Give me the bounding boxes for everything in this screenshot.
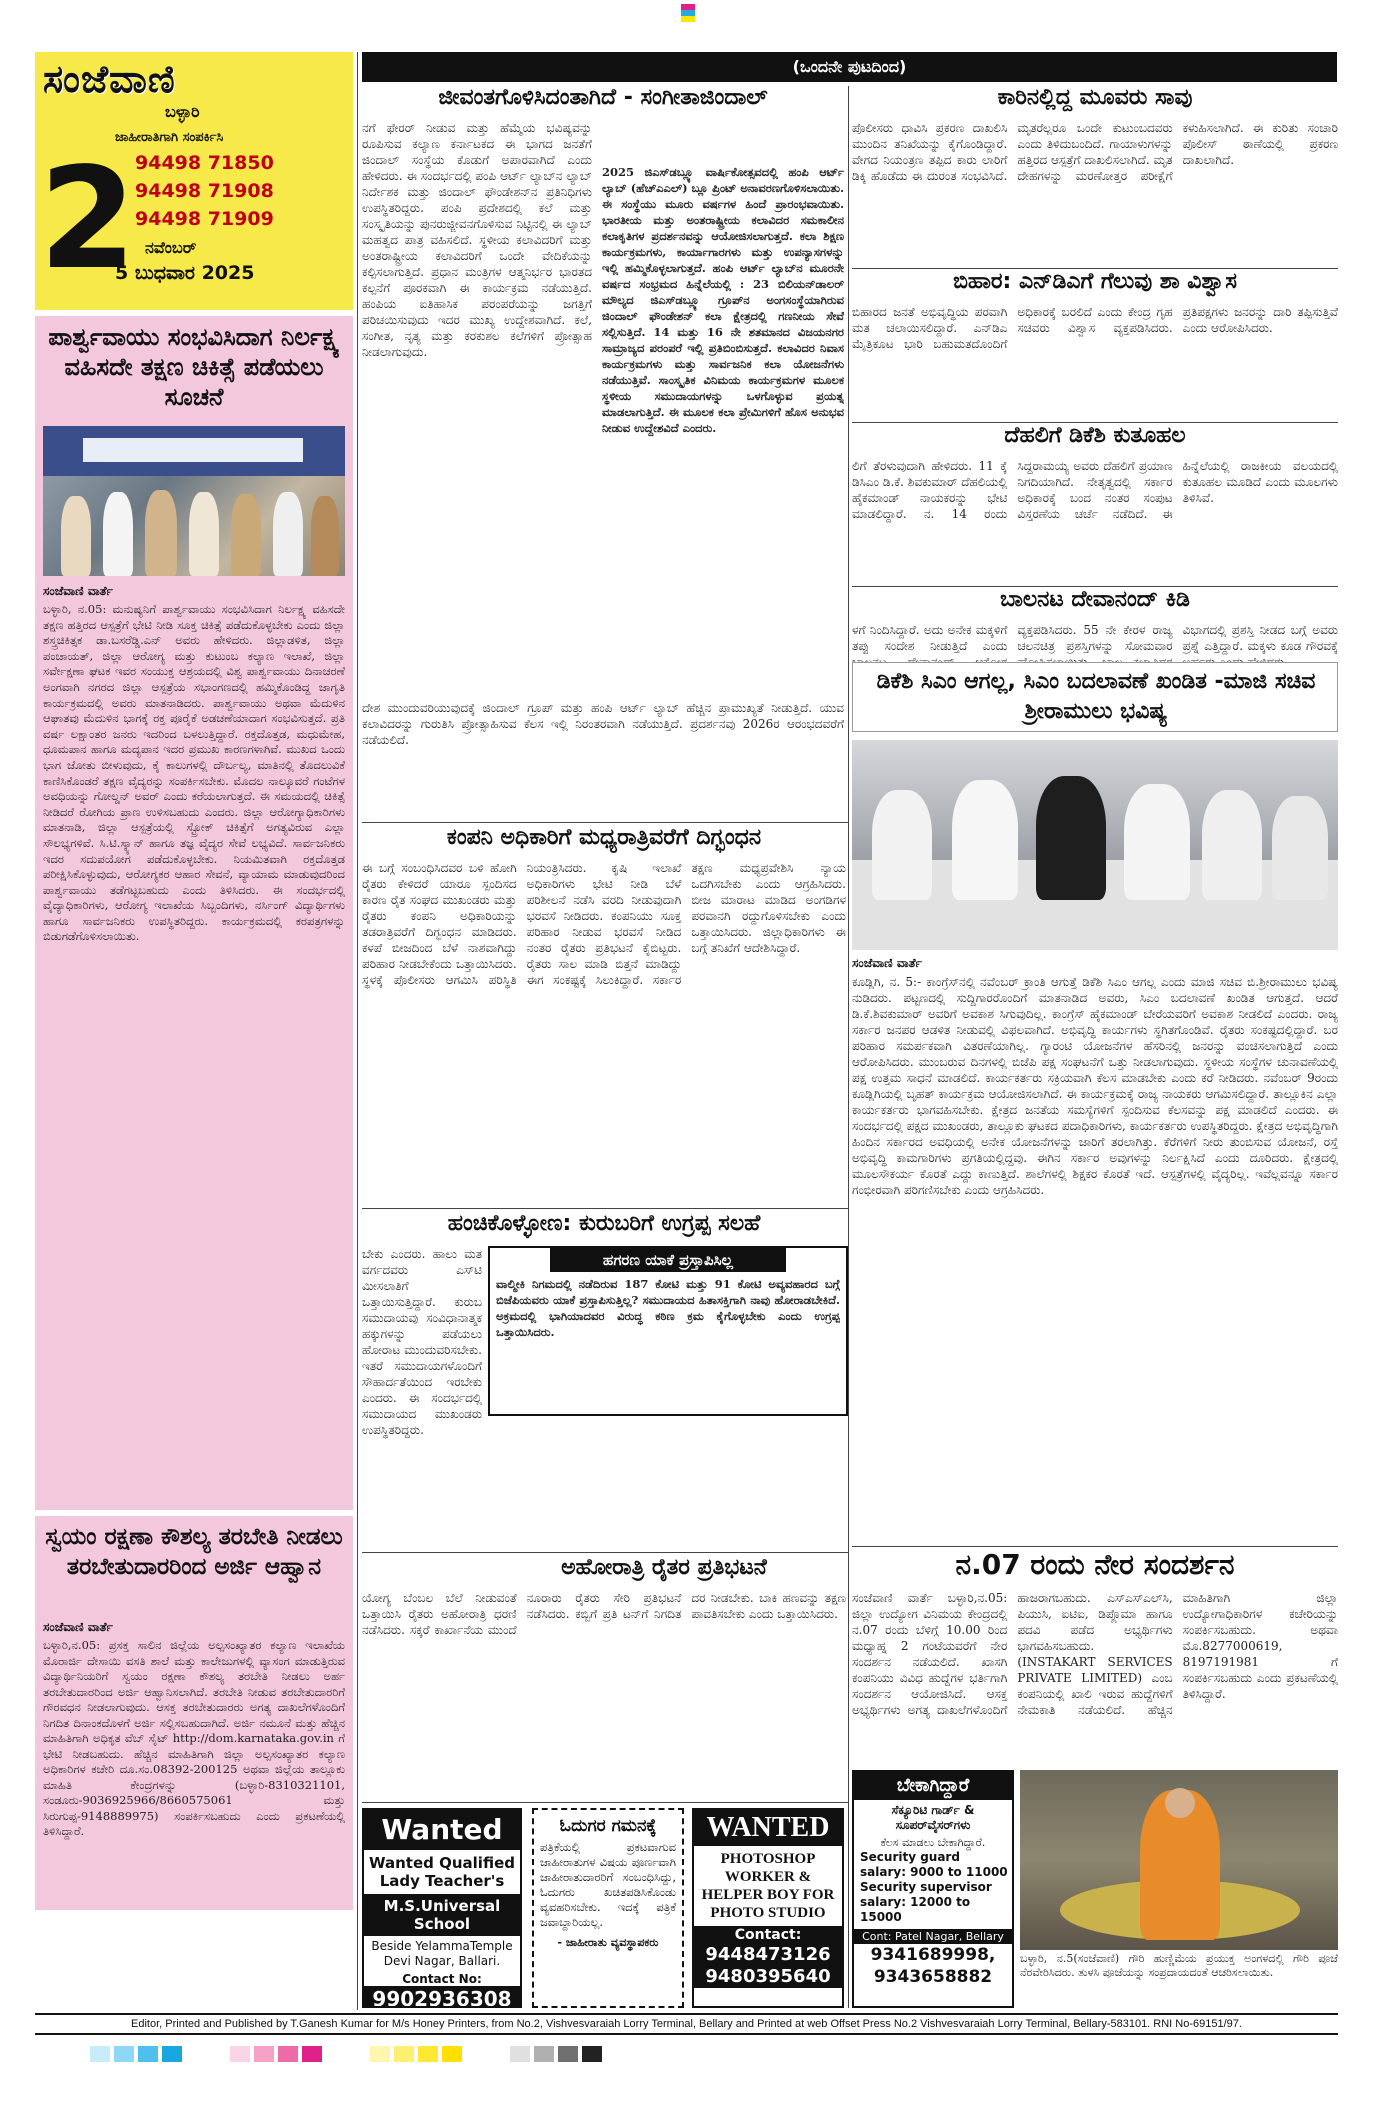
row-divider: [362, 1802, 848, 1803]
sangita-body-b: 2025 ಜಿಎಸ್‌ಡಬ್ಲ್ಯೂ ವಾರ್ಷಿಕೋತ್ಸವದಲ್ಲಿ ಹಂಪಿ ಆರ್ಟ್ ಲ್ಯಾಬ್ (ಹೆಚ್‌ಎಎಲ್) ಬ್ಲೂ ಪ್ರಿಂಟ್ ಅನಾವರಣಗೊಳಿಸಲಾಯಿತು. ಈ ಸಂಸ್ಥೆಯು ಮೂರು ವರ್ಷಗಳ ಹಿಂದೆ ಪ್ರಾರಂಭವಾಯಿತು. ಭಾರತೀಯ ಮತ್ತು ಅಂತರಾಷ್ಟ್ರೀಯ ಕಲಾವಿದರ ಸಮಕಾಲೀನ ಕಲಾಕೃತಿಗಳ ಪ್ರದರ್ಶನವನ್ನು ಆಯೋಜಿಸಲಾಗುತ್ತದೆ. ಕಲಾ ಶಿಕ್ಷಣ ಕಾರ್ಯಕ್ರಮಗಳು, ಕಾರ್ಯಾಗಾರಗಳು ಮತ್ತು ಉಪನ್ಯಾಸಗಳನ್ನು ಇಲ್ಲಿ ಹಮ್ಮಿಕೊಳ್ಳಲಾಗುತ್ತದೆ. ಹಂಪಿ ಆರ್ಟ್ ಲ್ಯಾಬ್‌ನ ಮೂರನೇ ವರ್ಷದ ಸಂಭ್ರಮದ ಹಿನ್ನೆಲೆಯಲ್ಲಿ : 23 ಬಿಲಿಯನ್‌ಡಾಲರ್ ಮೌಲ್ಯದ ಜಿಎಸ್‌ಡಬ್ಲ್ಯೂ ಗ್ರೂಪ್‌ನ ಅಂಗಸಂಸ್ಥೆಯಾಗಿರುವ ಜಿಂದಾಲ್ ಫೌಂಡೇಶನ್ ಕಲಾ ಕ್ಷೇತ್ರದಲ್ಲಿ ಗಣನೀಯ ಸೇವೆ ಸಲ್ಲಿಸುತ್ತಿದೆ. 14 ಮತ್ತು 16 ನೇ ಶತಮಾನದ ವಿಜಯನಗರ ಸಾಮ್ರಾಜ್ಯದ ಪರಂಪರೆ ಇಲ್ಲಿ ಪ್ರತಿಬಿಂಬಿಸುತ್ತದೆ. ಕಲಾವಿದರ ನಿವಾಸ ಕಾರ್ಯಕ್ರಮಗಳು ಮತ್ತು ಸಾರ್ವಜನಿಕ ಕಲಾ ಯೋಜನೆಗಳು ನಡೆಯುತ್ತಿವೆ. ಸಾಂಸ್ಕೃತಿಕ ವಿನಿಮಯ ಕಾರ್ಯಕ್ರಮಗಳ ಮೂಲಕ ಸ್ಥಳೀಯ ಸಮುದಾಯಗಳನ್ನು ಒಳಗೊಳ್ಳುವ ಪ್ರಯತ್ನ ಮಾಡಲಾಗುತ್ತಿದೆ. ಈ ಮೂಲಕ ಕಲಾ ಪ್ರೇಮಿಗಳಿಗೆ ಹೊಸ ಅನುಭವ ನೀಡುವ ಉದ್ದೇಶವಿದೆ ಎಂದರು.: [602, 165, 844, 435]
sangita-article: [362, 86, 844, 696]
security-ad-line-3: Security supervisor: [860, 1880, 992, 1894]
row-divider: [852, 422, 1338, 423]
imprint-text: Editor, Printed and Published by T.Ganesh Kumar for M/s Honey Printers, from No.2, Vishvesvaraiah Lorry Terminal, Bellary and Printed at web Offset Press No.2 Vishvesvaraiah Lorry Terminal, Bellary-583101. RNI No-69151/97.: [131, 2018, 1242, 2030]
photoshop-wanted-ad: [692, 1808, 844, 2008]
security-ad-line-4: salary: 12000 to 15000: [860, 1895, 971, 1924]
security-ad-title: ಬೇಕಾಗಿದ್ದಾರೆ: [854, 1772, 1012, 1800]
phone-2: 94498 71908: [135, 180, 274, 202]
sangita-headline: ಜೀವಂತಗೊಳಿಸಿದಂತಾಗಿದೆ - ಸಂಗೀತಾಜಿಂದಾಲ್: [438, 85, 768, 110]
scam-box-body: ವಾಲ್ಮೀಕಿ ನಿಗಮದಲ್ಲಿ ನಡೆದಿರುವ 187 ಕೋಟಿ ಮತ್ತು 91 ಕೋಟಿ ಅವ್ಯವಹಾರದ ಬಗ್ಗೆ ಬಿಜೆಪಿಯವರು ಯಾಕೆ ಪ್ರಸ್ತಾಪಿಸುತ್ತಿಲ್ಲ? ಸಮುದಾಯದ ಹಿತಾಸಕ್ತಿಗಾಗಿ ನಾವು ಹೋರಾಡಬೇಕಿದೆ. ಅಕ್ರಮದಲ್ಲಿ ಭಾಗಿಯಾದವರ ವಿರುದ್ಧ ಕಠಿಣ ಕ್ರಮ ಕೈಗೊಳ್ಳಬೇಕು ಎಂದು ಉಗ್ರಪ್ಪ ಒತ್ತಾಯಿಸಿದರು.: [496, 1277, 840, 1339]
row-divider: [852, 586, 1338, 587]
readers-notice-title: ಓದುಗರ ಗಮನಕ್ಕೆ: [559, 1816, 657, 1836]
kuruba-headline: ಹಂಚಿಕೊಳ್ಳೋಣ: ಕುರುಬರಿಗೆ ಉಗ್ರಪ್ಪ ಸಲಹೆ: [447, 1211, 761, 1236]
dk-press-photo: [852, 740, 1338, 950]
stroke-event-photo: [43, 426, 345, 576]
security-ad-sub: ಸೆಕ್ಯೂರಿಟಿ ಗಾರ್ಡ್ & ಸೂಪರ್‌ವೈಸರ್‌ಗಳು: [891, 1803, 975, 1832]
bihar-body: ಬಿಹಾರದ ಜನತೆ ಅಭಿವೃದ್ಧಿಯ ಪರವಾಗಿ ಮತ ಚಲಾಯಿಸಲಿದ್ದಾರೆ. ಎನ್‌ಡಿಎ ಮೈತ್ರಿಕೂಟ ಭಾರಿ ಬಹುಮತದೊಂದಿಗೆ ಅಧಿಕಾರಕ್ಕೆ ಬರಲಿದೆ ಎಂದು ಕೇಂದ್ರ ಗೃಹ ಸಚಿವರು ವಿಶ್ವಾಸ ವ್ಯಕ್ತಪಡಿಸಿದರು. ಪ್ರತಿಪಕ್ಷಗಳು ಜನರನ್ನು ದಾರಿ ತಪ್ಪಿಸುತ್ತಿವೆ ಎಂದು ಆರೋಪಿಸಿದರು.: [852, 305, 1338, 351]
car-accident-headline: ಕಾರಿನಲ್ಲಿದ್ದ ಮೂವರು ಸಾವು: [997, 85, 1193, 110]
date-line: 5 ಬುಧವಾರ 2025: [115, 262, 255, 284]
sangita-body-c: ದೇಶ ಮುಂದುವರಿಯುವುದಕ್ಕೆ ಜಿಂದಾಲ್ ಗ್ರೂಪ್ ಮತ್ತು ಹಂಪಿ ಆರ್ಟ್ ಲ್ಯಾಬ್ ಹೆಚ್ಚಿನ ಪ್ರಾಮುಖ್ಯತೆ ನೀಡುತ್ತಿದೆ. ಯುವ ಕಲಾವಿದರನ್ನು ಗುರುತಿಸಿ ಪ್ರೋತ್ಸಾಹಿಸುವ ಕೆಲಸ ಇಲ್ಲಿ ನಿರಂತರವಾಗಿ ನಡೆಯುತ್ತಿದೆ. ಪ್ರದರ್ಶನವು 2026ರ ಆರಂಭದವರೆಗೆ ನಡೆಯಲಿದೆ.: [362, 701, 844, 747]
car-accident-body: ಪೊಲೀಸರು ಧಾವಿಸಿ ಪ್ರಕರಣ ದಾಖಲಿಸಿ ಮುಂದಿನ ತನಿಖೆಯನ್ನು ಕೈಗೊಂಡಿದ್ದಾರೆ. ವೇಗದ ನಿಯಂತ್ರಣ ತಪ್ಪಿದ ಕಾರು ಲಾರಿಗೆ ಡಿಕ್ಕಿ ಹೊಡೆದು ಈ ದುರಂತ ಸಂಭವಿಸಿದೆ. ಮೃತರೆಲ್ಲರೂ ಒಂದೇ ಕುಟುಂಬದವರು ಎಂದು ತಿಳಿದುಬಂದಿದೆ. ಗಾಯಾಳುಗಳನ್ನು ಹತ್ತಿರದ ಆಸ್ಪತ್ರೆಗೆ ದಾಖಲಿಸಲಾಗಿದೆ. ಮೃತ ದೇಹಗಳನ್ನು ಮರಣೋತ್ತರ ಪರೀಕ್ಷೆಗೆ ಕಳುಹಿಸಲಾಗಿದೆ. ಈ ಕುರಿತು ಸಂಚಾರಿ ಪೊಲೀಸ್ ಠಾಣೆಯಲ್ಲಿ ಪ್ರಕರಣ ದಾಖಲಾಗಿದೆ.: [852, 121, 1338, 183]
farmers-body: ಯೋಗ್ಯ ಬೆಂಬಲ ಬೆಲೆ ನೀಡುವಂತೆ ಒತ್ತಾಯಿಸಿ ರೈತರು ಅಹೋರಾತ್ರಿ ಧರಣಿ ನಡೆಸಿದರು. ಸಕ್ಕರೆ ಕಾರ್ಖಾನೆಯ ಮುಂದೆ ನೂರಾರು ರೈತರು ಸೇರಿ ಪ್ರತಿಭಟನೆ ನಡೆಸಿದರು. ಕಬ್ಬಿಗೆ ಪ್ರತಿ ಟನ್‌ಗೆ ನಿಗದಿತ ದರ ನೀಡಬೇಕು. ಬಾಕಿ ಹಣವನ್ನು ತಕ್ಷಣ ಪಾವತಿಸಬೇಕು ಎಂದು ಒತ್ತಾಯಿಸಿದರು.: [362, 1591, 846, 1637]
dk-headline: ಡಿಕೆಶಿ ಸಿಎಂ ಆಗಲ್ಲ, ಸಿಎಂ ಬದಲಾವಣೆ ಖಂಡಿತ -ಮಾಜಿ ಸಚಿವ ಶ್ರೀರಾಮುಲು ಭವಿಷ್ಯ: [876, 669, 1316, 724]
kuruba-body: ಬೇಕು ಎಂದರು. ಹಾಲು ಮತ ವರ್ಗದವರು ಎಸ್‌ಟಿ ಮೀಸಲಾತಿಗೆ ಒತ್ತಾಯಿಸುತ್ತಿದ್ದಾರೆ. ಕುರುಬ ಸಮುದಾಯವು ಸಂವಿಧಾನಾತ್ಮಕ ಹಕ್ಕುಗಳನ್ನು ಪಡೆಯಲು ಹೋರಾಟ ಮುಂದುವರಿಸಬೇಕು. ಇತರೆ ಸಮುದಾಯಗಳೊಂದಿಗೆ ಸೌಹಾರ್ದತೆಯಿಂದ ಇರಬೇಕು ಎಂದರು. ಈ ಸಂದರ್ಭದಲ್ಲಿ ಸಮುದಾಯದ ಮುಖಂಡರು ಉಪಸ್ಥಿತರಿದ್ದರು.: [362, 1247, 482, 1437]
contact-heading: ಜಾಹೀರಾತಿಗಾಗಿ ಸಂಪರ್ಕಿಸಿ: [115, 130, 224, 145]
stroke-headline: ಪಾರ್ಶ್ವವಾಯು ಸಂಭವಿಸಿದಾಗ ನಿರ್ಲಕ್ಷ್ಯ ವಹಿಸದೇ ತಕ್ಷಣ ಚಿಕಿತ್ಸೆ ಪಡೆಯಲು ಸೂಚನೆ: [48, 323, 340, 411]
child-actor-body: ಳಗೆ ನಿಂದಿಸಿದ್ದಾರೆ. ಅದು ಅನೇಕ ಮಕ್ಕಳಿಗೆ ತಪ್ಪು ಸಂದೇಶ ನೀಡುತ್ತಿದೆ ಎಂದು ವ್ಯಕ್ತಪಡಿಸಿದರು. 55 ನೇ ಕೇರಳ ರಾಜ್ಯ ಚಲನಚಿತ್ರ ಪ್ರಶಸ್ತಿಗಳನ್ನು ಸೋಮವಾರ ವಿಭಾಗದಲ್ಲಿ ಪ್ರಶಸ್ತಿ ನೀಡದ ಬಗ್ಗೆ ಅವರು ಪ್ರಶ್ನೆ ಎತ್ತಿದ್ದಾರೆ. ಮಕ್ಕಳು ಕೂಡ ಗೌರವಕ್ಕೆ: [852, 623, 1338, 653]
dk-headline-box: [852, 662, 1338, 732]
security-ad-note: ಕೆಲಸ ಮಾಡಲು ಬೇಕಾಗಿದ್ದಾರೆ.: [880, 1836, 986, 1849]
security-ad-phone-2: 9343658882: [873, 1967, 993, 1987]
date-month: ನವೆಂಬರ್: [145, 238, 197, 257]
continued-banner: [362, 52, 1337, 82]
masthead: [35, 52, 353, 310]
security-ad-address: Cont: Patel Nagar, Bellary: [854, 1929, 1012, 1944]
teacher-ad-sub: Wanted Qualified Lady Teacher's: [369, 1854, 515, 1890]
bihar-article: [852, 270, 1338, 420]
security-ad-phone-1: 9341689998,: [870, 1945, 996, 1965]
sangita-body-a: ನಗೆ ಫೇರರ್ ನೀಡುವ ಮತ್ತು ಹೆಮ್ಮೆಯ ಭವಿಷ್ಯವನ್ನು ರೂಪಿಸುವ ಕಲ್ಯಾಣ ಕರ್ನಾಟಕದ ಈ ಭಾಗದ ಜನತೆಗೆ ಜಿಂದಾಲ್ ಸಂಸ್ಥೆಯ ಕೊಡುಗೆ ಅಪಾರವಾಗಿದೆ ಎಂದು ಹೇಳಿದರು. ಈ ಸಂದರ್ಭದಲ್ಲಿ ಪಂಪಿ ಆರ್ಟ್ ಲ್ಯಾಬ್‌ನ ಲ್ಯಾಬ್ ನಿರ್ದೇಶಕ ಮತ್ತು ಜಿಂದಾಲ್ ಫೌಂಡೇಶನ್‌ನ ಪ್ರತಿನಿಧಿಗಳು ಉಪಸ್ಥಿತರಿದ್ದರು. ಪಂಪಿ ಪ್ರದೇಶದಲ್ಲಿ ಕಲೆ ಮತ್ತು ಸಂಸ್ಕೃತಿಯನ್ನು ಪುನರುಜ್ಜೀವನಗೊಳಿಸುವ ನಿಟ್ಟಿನಲ್ಲಿ ಈ ಲ್ಯಾಬ್ ಮಹತ್ವದ ಪಾತ್ರ ವಹಿಸಲಿದೆ. ಸ್ಥಳೀಯ ಕಲಾವಿದರಿಗೆ ಮತ್ತು ಅಂತರಾಷ್ಟ್ರೀಯ ಕಲಾವಿದರಿಗೆ ಒಂದೇ ವೇದಿಕೆಯನ್ನು ಕಲ್ಪಿಸಲಾಗುತ್ತಿದೆ. ಪ್ರಧಾನ ಮಂತ್ರಿಗಳ ಆತ್ಮನಿರ್ಭರ ಭಾರತದ ಕಲ್ಪನೆಗೆ ಪೂರಕವಾಗಿ ಈ ಕಾರ್ಯಕ್ರಮ ನಡೆಯುತ್ತಿದೆ. ಹಂಪಿಯ ಐತಿಹಾಸಿಕ ಪರಂಪರೆಯನ್ನು ಜಗತ್ತಿಗೆ ಪರಿಚಯಿಸುವುದು ಇದರ ಮುಖ್ಯ ಉದ್ದೇಶವಾಗಿದೆ. ಕಲೆ, ಸಂಗೀತ, ನೃತ್ಯ ಮತ್ತು ಕರಕುಶಲ ಕಲೆಗಳಿಗೆ ಪ್ರೋತ್ಸಾಹ ನೀಡಲಾಗುವುದು.: [362, 121, 592, 359]
scam-box-title: ಹಗರಣ ಯಾಕೆ ಪ್ರಸ್ತಾಪಿಸಿಲ್ಲ: [550, 1248, 786, 1272]
imprint-footer: [35, 2013, 1338, 2035]
security-ad-line-2: salary: 9000 to 11000: [860, 1865, 1008, 1879]
row-divider: [362, 822, 848, 823]
row-divider: [852, 268, 1338, 269]
interview-headline: ನ.07 ರಂದು ನೇರ ಸಂದರ್ಶನ: [955, 1548, 1235, 1581]
puja-photo: [1020, 1770, 1338, 1950]
interview-body: ಸಂಜೆವಾಣಿ ವಾರ್ತೆ ಬಳ್ಳಾರಿ,ನ.05: ಜಿಲ್ಲಾ ಉದ್ಯೋಗ ವಿನಿಮಯ ಕೇಂದ್ರದಲ್ಲಿ ನ.07 ರಂದು ಬೆಳಿಗ್ಗೆ 10.00 ರಿಂದ ಮಧ್ಯಾಹ್ನ 2 ಗಂಟೆಯವರೆಗೆ ನೇರ ಸಂದರ್ಶನ ನಡೆಯಲಿದೆ. ಖಾಸಗಿ ಕಂಪನಿಯು ವಿವಿಧ ಹುದ್ದೆಗಳ ಭರ್ತಿಗಾಗಿ ಸಂದರ್ಶನ ಆಯೋಜಿಸಿದೆ. ಆಸಕ್ತ ಅಭ್ಯರ್ಥಿಗಳು ಅಗತ್ಯ ದಾಖಲೆಗಳೊಂದಿಗೆ ಹಾಜರಾಗಬಹುದು. ಎಸ್‌ಎಸ್‌ಎಲ್‌ಸಿ, ಪಿಯುಸಿ, ಐಟಿಐ, ಡಿಪ್ಲೊಮಾ ಹಾಗೂ ಪದವಿ ಪಡೆದ ಅಭ್ಯರ್ಥಿಗಳು ಭಾಗವಹಿಸಬಹುದು. (INSTAKART SERVICES PRIVATE LIMITED) ಎಂಬ ಕಂಪನಿಯಲ್ಲಿ ಖಾಲಿ ಇರುವ ಹುದ್ದೆಗಳಿಗೆ ನೇಮಕಾತಿ ನಡೆಯಲಿದೆ. ಹೆಚ್ಚಿನ ಮಾಹಿತಿಗಾಗಿ ಜಿಲ್ಲಾ ಉದ್ಯೋಗಾಧಿಕಾರಿಗಳ ಕಚೇರಿಯನ್ನು ಸಂಪರ್ಕಿಸಬಹುದು. ಅಥವಾ ಮೊ.8277000619, 8197191981 ಗೆ ಸಂಪರ್ಕಿಸಬಹುದು ಎಂದು ಪ್ರಕಟಣೆಯಲ್ಲಿ ತಿಳಿಸಿದ್ದಾರೆ.: [852, 1591, 1338, 1717]
teacher-ad-phone: 9902936308: [364, 1986, 520, 2008]
security-wanted-ad: [852, 1770, 1014, 2008]
interview-article: [852, 1550, 1338, 1766]
farmers-article: [362, 1556, 846, 1726]
puja-caption-wrap: [1020, 1952, 1338, 2002]
stroke-article: [35, 316, 353, 1510]
dk-body: ಕೂಡ್ಲಿಗಿ, ನ. 5:- ಕಾಂಗ್ರೆಸ್‌ನಲ್ಲಿ ನವೆಂಬರ್ ಕ್ರಾಂತಿ ಆಗುತ್ತೆ ಡಿಕೆಶಿ ಸಿಎಂ ಆಗಲ್ಲ ಎಂದು ಮಾಜಿ ಸಚಿವ ಬಿ.ಶ್ರೀರಾಮುಲು ಭವಿಷ್ಯ ನುಡಿದರು. ಪಟ್ಟಣದಲ್ಲಿ ಸುದ್ದಿಗಾರರೊಂದಿಗೆ ಮಾತನಾಡಿದ ಅವರು, ಸಿಎಂ ಬದಲಾವಣೆ ಖಂಡಿತ ಆಗುತ್ತದೆ. ಆದರೆ ಡಿ.ಕೆ.ಶಿವಕುಮಾರ್ ಅವರಿಗೆ ಅವಕಾಶ ಸಿಗುವುದಿಲ್ಲ. ಕಾಂಗ್ರೆಸ್ ಹೈಕಮಾಂಡ್ ಬೇರೆಯವರಿಗೆ ಅವಕಾಶ ನೀಡಲಿದೆ ಎಂದರು. ರಾಜ್ಯ ಸರ್ಕಾರ ಜನಪರ ಆಡಳಿತ ನೀಡುವಲ್ಲಿ ವಿಫಲವಾಗಿದೆ. ಅಭಿವೃದ್ಧಿ ಕಾರ್ಯಗಳು ಸ್ಥಗಿತಗೊಂಡಿವೆ. ರೈತರು ಸಂಕಷ್ಟದಲ್ಲಿದ್ದಾರೆ. ಬರ ಪರಿಹಾರ ಸಮರ್ಪಕವಾಗಿ ವಿತರಣೆಯಾಗಿಲ್ಲ. ಗ್ಯಾರಂಟಿ ಯೋಜನೆಗಳ ಹೆಸರಿನಲ್ಲಿ ಜನರನ್ನು ವಂಚಿಸಲಾಗುತ್ತಿದೆ ಎಂದು ಆರೋಪಿಸಿದರು. ಮುಂಬರುವ ದಿನಗಳಲ್ಲಿ ಬಿಜೆಪಿ ಪಕ್ಷ ಸಂಘಟನೆಗೆ ಒತ್ತು ನೀಡಲಾಗುವುದು. ಸ್ಥಳೀಯ ಸಂಸ್ಥೆಗಳ ಚುನಾವಣೆಯಲ್ಲಿ ಪಕ್ಷ ಉತ್ತಮ ಸಾಧನೆ ಮಾಡಲಿದೆ. ಕಾರ್ಯಕರ್ತರು ಸಕ್ರಿಯವಾಗಿ ಕೆಲಸ ಮಾಡಬೇಕು ಎಂದು ಕರೆ ನೀಡಿದರು. ನವೆಂಬರ್ 9ರಂದು ಕೂಡ್ಲಿಗಿಯಲ್ಲಿ ಬೃಹತ್ ಕಾರ್ಯಕ್ರಮ ಆಯೋಜಿಸಲಾಗಿದೆ. ಈ ಕಾರ್ಯಕ್ರಮಕ್ಕೆ ರಾಜ್ಯ ನಾಯಕರು ಆಗಮಿಸಲಿದ್ದಾರೆ. ತಾಲ್ಲೂಕಿನ ಎಲ್ಲಾ ಕಾರ್ಯಕರ್ತರು ಭಾಗವಹಿಸಬೇಕು. ಕ್ಷೇತ್ರದ ಜನತೆಯ ಸಮಸ್ಯೆಗಳಿಗೆ ಸ್ಪಂದಿಸುವ ಕೆಲಸವನ್ನು ಪಕ್ಷ ಮಾಡಲಿದೆ ಎಂದರು. ಈ ಸಂದರ್ಭದಲ್ಲಿ ಪಕ್ಷದ ಮುಖಂಡರು, ತಾಲ್ಲೂಕು ಘಟಕದ ಪದಾಧಿಕಾರಿಗಳು, ಕಾರ್ಯಕರ್ತರು ಉಪಸ್ಥಿತರಿದ್ದರು. ಕ್ಷೇತ್ರದ ಅಭಿವೃದ್ಧಿಗಾಗಿ ಹಿಂದಿನ ಸರ್ಕಾರದ ಅವಧಿಯಲ್ಲಿ ಅನೇಕ ಯೋಜನೆಗಳನ್ನು ಜಾರಿಗೆ ತರಲಾಗಿತ್ತು. ಕೆರೆಗಳಿಗೆ ನೀರು ತುಂಬಿಸುವ ಯೋಜನೆ, ರಸ್ತೆ ಅಭಿವೃದ್ಧಿ ಕಾಮಗಾರಿಗಳು ಪ್ರಗತಿಯಲ್ಲಿದ್ದವು. ಈಗಿನ ಸರ್ಕಾರ ಅವುಗಳನ್ನು ನಿರ್ಲಕ್ಷಿಸಿದೆ ಎಂದು ದೂರಿದರು. ಕ್ಷೇತ್ರದಲ್ಲಿ ಮೂಲಸೌಕರ್ಯ ಕೊರತೆ ಎದ್ದು ಕಾಣುತ್ತಿದೆ. ಶಾಲೆಗಳಲ್ಲಿ ಶಿಕ್ಷಕರ ಕೊರತೆ ಇದೆ. ಆಸ್ಪತ್ರೆಗಳಲ್ಲಿ ವೈದ್ಯರಿಲ್ಲ. ಇವೆಲ್ಲವನ್ನೂ ಸರ್ಕಾರ ಗಂಭೀರವಾಗಿ ಪರಿಗಣಿಸಬೇಕು ಎಂದು ಆಗ್ರಹಿಸಿದರು.: [852, 975, 1338, 1197]
scam-box: [488, 1246, 848, 1416]
page-number: 2: [39, 138, 137, 301]
teacher-ad-contact: Contact No:: [402, 1972, 482, 1986]
company-article: [362, 826, 846, 1206]
selfdefense-headline: ಸ್ವಯಂ ರಕ್ಷಣಾ ಕೌಶಲ್ಯ ತರಬೇತಿ ನೀಡಲು ತರಬೇತುದಾರರಿಂದ ಅರ್ಜಿ ಆಹ್ವಾನ: [45, 1524, 343, 1580]
delhi-body: ಲಿಗೆ ತೆರಳುವುದಾಗಿ ಹೇಳಿದರು. 11 ಕ್ಕೆ ಡಿಸಿಎಂ ಡಿ.ಕೆ. ಶಿವಕುಮಾರ್ ದೆಹಲಿಯಲ್ಲಿ ಹೈಕಮಾಂಡ್ ನಾಯಕರನ್ನು ಭೇಟಿ ಮಾಡಲಿದ್ದಾರೆ. ನ. 14 ರಂದು ಸಿದ್ದರಾಮಯ್ಯ ಅವರು ದೆಹಲಿಗೆ ಪ್ರಯಾಣ ನಿಗದಿಯಾಗಿದೆ. ನೇತೃತ್ವದಲ್ಲಿ ಸರ್ಕಾರ ಅಧಿಕಾರಕ್ಕೆ ಬಂದ ನಂತರ ಸಂಪುಟ ವಿಸ್ತರಣೆಯ ಚರ್ಚೆ ನಡೆದಿದೆ. ಈ ಹಿನ್ನೆಲೆಯಲ್ಲಿ ರಾಜಕೀಯ ವಲಯದಲ್ಲಿ ಕುತೂಹಲ ಮೂಡಿದೆ ಎಂದು ಮೂಲಗಳು ತಿಳಿಸಿವೆ.: [852, 459, 1338, 521]
photoshop-ad-phone-1: 9448473126: [694, 1944, 842, 1966]
color-registration-mark: [681, 4, 695, 22]
teacher-ad-title: Wanted: [364, 1810, 520, 1850]
teacher-ad-address: Beside YelammaTemple Devi Nagar, Ballari.: [371, 1939, 513, 1968]
teacher-wanted-ad: [362, 1808, 522, 2008]
dk-article: [852, 662, 1338, 1544]
delhi-article: [852, 424, 1338, 584]
row-divider: [852, 1546, 1338, 1547]
stroke-dateline: ಸಂಜೆವಾಣಿ ವಾರ್ತೆ: [43, 584, 113, 598]
puja-caption: ಬಳ್ಳಾರಿ, ನ.5(ಸಂಜೆವಾಣಿ) ಗೌರಿ ಹುಣ್ಣಿಮೆಯ ಪ್ರಯುಕ್ತ ಅಂಗಳದಲ್ಲಿ ಗೌರಿ ಪೂಜೆ ನೆರವೇರಿಸಿದರು. ತುಳಸಿ ಪೂಜೆಯನ್ನು ಸಂಪ್ರದಾಯದಂತೆ ಆಚರಿಸಲಾಯಿತು.: [1020, 1952, 1338, 1979]
masthead-city: ಬಳ್ಳಾರಿ: [165, 102, 200, 121]
sangita-body-c-wrap: [362, 700, 844, 820]
row-divider: [362, 1208, 848, 1209]
row-divider: [362, 1552, 848, 1553]
readers-notice-body: ಪತ್ರಿಕೆಯಲ್ಲಿ ಪ್ರಕಟವಾಗುವ ಜಾಹೀರಾತುಗಳ ವಿಷಯ ಪೂರ್ಣವಾಗಿ ಜಾಹೀರಾತುದಾರರಿಗೆ ಸಂಬಂಧಿಸಿದ್ದು, ಓದುಗರು ಖಚಿತಪಡಿಸಿಕೊಂಡು ವ್ಯವಹರಿಸಬೇಕು. ಇದಕ್ಕೆ ಪತ್ರಿಕೆ ಜವಾಬ್ದಾರಿಯಲ್ಲ.: [540, 1840, 676, 1929]
photoshop-ad-contact: Contact:: [694, 1926, 842, 1944]
company-headline: ಕಂಪನಿ ಅಧಿಕಾರಿಗೆ ಮಧ್ಯರಾತ್ರಿವರೆಗೆ ದಿಗ್ಭಂಧನ: [446, 825, 762, 850]
photoshop-ad-title: WANTED: [694, 1810, 842, 1846]
readers-notice-sign: - ಜಾಹೀರಾತು ವ್ಯವಸ್ಥಾಪಕರು: [557, 1936, 659, 1949]
delhi-headline: ದೆಹಲಿಗೆ ಡಿಕೆಶಿ ಕುತೂಹಲ: [1004, 423, 1186, 448]
continued-banner-text: (ಒಂದನೇ ಪುಟದಿಂದ): [792, 57, 907, 76]
farmers-headline: ಅಹೋರಾತ್ರಿ ರೈತರ ಪ್ರತಿಭಟನೆ: [561, 1555, 767, 1580]
child-actor-headline: ಬಾಲನಟ ದೇವಾನಂದ್ ಕಿಡಿ: [1000, 587, 1190, 612]
masthead-logo: ಸಂಜೆವಾಣಿ: [43, 56, 176, 101]
company-body: ಈ ಬಗ್ಗೆ ಸಂಬಂಧಿಸಿದವರ ಬಳಿ ಹೋಗಿ ರೈತರು ಕೇಳಿದರೆ ಯಾರೂ ಸ್ಪಂದಿಸದ ಕಾರಣ ರೈತ ಸಂಘದ ಮುಖಂಡರು ಮತ್ತು ರೈತರು ಕಂಪನಿ ಅಧಿಕಾರಿಯನ್ನು ತಡರಾತ್ರಿವರೆಗೆ ದಿಗ್ಭಂಧನ ಮಾಡಿದರು. ಕಳಪೆ ಬೀಜದಿಂದ ಬೆಳೆ ನಾಶವಾಗಿದ್ದು ಪರಿಹಾರ ನೀಡಬೇಕೆಂದು ಒತ್ತಾಯಿಸಿದರು. ಸ್ಥಳಕ್ಕೆ ಪೊಲೀಸರು ಆಗಮಿಸಿ ಪರಿಸ್ಥಿತಿ ನಿಯಂತ್ರಿಸಿದರು. ಕೃಷಿ ಇಲಾಖೆ ಅಧಿಕಾರಿಗಳು ಭೇಟಿ ನೀಡಿ ಬೆಳೆ ಪರಿಶೀಲನೆ ನಡೆಸಿ ವರದಿ ನೀಡುವುದಾಗಿ ಭರವಸೆ ನೀಡಿದರು. ಕಂಪನಿಯು ಸೂಕ್ತ ಪರಿಹಾರ ನೀಡುವ ಭರವಸೆ ನೀಡಿದ ನಂತರ ರೈತರು ಪ್ರತಿಭಟನೆ ಕೈಬಿಟ್ಟರು. ರೈತರು ಸಾಲ ಮಾಡಿ ಬಿತ್ತನೆ ಮಾಡಿದ್ದು ಈಗ ಸಂಕಷ್ಟಕ್ಕೆ ಸಿಲುಕಿದ್ದಾರೆ. ಸರ್ಕಾರ ತಕ್ಷಣ ಮಧ್ಯಪ್ರವೇಶಿಸಿ ನ್ಯಾಯ ಒದಗಿಸಬೇಕು ಎಂದು ಆಗ್ರಹಿಸಿದರು. ಬೀಜ ಮಾರಾಟ ಮಾಡಿದ ಅಂಗಡಿಗಳ ಪರವಾನಗಿ ರದ್ದುಗೊಳಿಸಬೇಕು ಎಂದು ಒತ್ತಾಯಿಸಿದರು. ಜಿಲ್ಲಾಧಿಕಾರಿಗಳು ಈ ಬಗ್ಗೆ ತನಿಖೆಗೆ ಆದೇಶಿಸಿದ್ದಾರೆ.: [362, 861, 846, 987]
column-divider: [848, 86, 849, 2008]
color-bar-strip: [90, 2046, 950, 2062]
photoshop-ad-body: PHOTOSHOP WORKER & HELPER BOY FOR PHOTO STUDIO: [701, 1851, 835, 1921]
teacher-ad-school: M.S.Universal School: [364, 1894, 520, 1936]
phone-3: 94498 71909: [135, 208, 274, 230]
stroke-body: ಬಳ್ಳಾರಿ, ನ.05: ಮನುಷ್ಯನಿಗೆ ಪಾರ್ಶ್ವವಾಯು ಸಂಭವಿಸಿದಾಗ ನಿರ್ಲಕ್ಷ್ಯ ವಹಿಸದೇ ತಕ್ಷಣ ಹತ್ತಿರದ ಆಸ್ಪತ್ರೆಗೆ ಭೇಟಿ ನೀಡಿ ಸೂಕ್ತ ಚಿಕಿತ್ಸೆ ಪಡೆದುಕೊಳ್ಳಬೇಕು ಎಂದು ಜಿಲ್ಲಾ ಶಸ್ತ್ರಚಿಕಿತ್ಸಕ ಡಾ.ಬಸರೆಡ್ಡಿ.ಎನ್ ಅವರು ಹೇಳಿದರು. ಜಿಲ್ಲಾಡಳಿತ, ಜಿಲ್ಲಾ ಪಂಚಾಯತ್, ಜಿಲ್ಲಾ ಆರೋಗ್ಯ ಮತ್ತು ಕುಟುಂಬ ಕಲ್ಯಾಣ ಇಲಾಖೆ, ಜಿಲ್ಲಾ ಸರ್ವೇಕ್ಷಣಾ ಘಟಕ ಇವರ ಸಂಯುಕ್ತ ಆಶ್ರಯದಲ್ಲಿ ವಿಶ್ವ ಪಾರ್ಶ್ವವಾಯು ದಿನಾಚರಣೆ ಅಂಗವಾಗಿ ನಗರದ ಜಿಲ್ಲಾ ಆಸ್ಪತ್ರೆಯ ಸಭಾಂಗಣದಲ್ಲಿ ಹಮ್ಮಿಕೊಂಡಿದ್ದ ಜಾಗೃತಿ ಕಾರ್ಯಕ್ರಮದಲ್ಲಿ ಅವರು ಮಾತನಾಡಿದರು. ಪಾರ್ಶ್ವವಾಯು ಅಥವಾ ಮೆದುಳಿನ ಆಘಾತವು ಮೆದುಳಿನ ಭಾಗಕ್ಕೆ ರಕ್ತ ಪೂರೈಕೆ ಅಡಚಣೆಯಾದಾಗ ಸಂಭವಿಸುತ್ತದೆ. ಪ್ರತಿ ವರ್ಷ ಲಕ್ಷಾಂತರ ಜನರು ಇದರಿಂದ ಬಳಲುತ್ತಿದ್ದಾರೆ. ರಕ್ತದೊತ್ತಡ, ಮಧುಮೇಹ, ಧೂಮಪಾನ ಹಾಗೂ ಮದ್ಯಪಾನ ಇದರ ಪ್ರಮುಖ ಕಾರಣಗಳಾಗಿವೆ. ಮುಖದ ಒಂದು ಭಾಗ ಜೋತು ಬೀಳುವುದು, ಕೈ ಕಾಲುಗಳಲ್ಲಿ ದೌರ್ಬಲ್ಯ, ಮಾತಿನಲ್ಲಿ ತೊದಲುವಿಕೆ ಕಾಣಿಸಿಕೊಂಡರೆ ತಕ್ಷಣ ವೈದ್ಯರನ್ನು ಸಂಪರ್ಕಿಸಬೇಕು. ಮೊದಲ ನಾಲ್ಕೂವರೆ ಗಂಟೆಗಳ ಅವಧಿಯನ್ನು ಗೋಲ್ಡನ್ ಅವರ್ ಎಂದು ಕರೆಯಲಾಗುತ್ತದೆ. ಈ ಸಮಯದಲ್ಲಿ ಚಿಕಿತ್ಸೆ ನೀಡಿದರೆ ರೋಗಿಯ ಪ್ರಾಣ ಉಳಿಸಬಹುದು ಎಂದರು. ಜಿಲ್ಲಾ ಆರೋಗ್ಯಾಧಿಕಾರಿಗಳು ಮಾತನಾಡಿ, ಜಿಲ್ಲಾ ಆಸ್ಪತ್ರೆಯಲ್ಲಿ ಸ್ಟ್ರೋಕ್ ಚಿಕಿತ್ಸೆಗೆ ಅಗತ್ಯವಿರುವ ಎಲ್ಲಾ ಸೌಲಭ್ಯಗಳಿವೆ. ಸಿ.ಟಿ.ಸ್ಕ್ಯಾನ್ ಹಾಗೂ ತಜ್ಞ ವೈದ್ಯರ ಸೇವೆ ಲಭ್ಯವಿದೆ. ಸಾರ್ವಜನಿಕರು ಇದರ ಸದುಪಯೋಗ ಪಡೆದುಕೊಳ್ಳಬೇಕು. ನಿಯಮಿತವಾಗಿ ರಕ್ತದೊತ್ತಡ ಪರೀಕ್ಷಿಸಿಕೊಳ್ಳುವುದು, ಆರೋಗ್ಯಕರ ಆಹಾರ ಸೇವನೆ, ವ್ಯಾಯಾಮ ಮಾಡುವುದರಿಂದ ಪಾರ್ಶ್ವವಾಯು ತಡೆಗಟ್ಟಬಹುದು ಎಂದು ತಿಳಿಸಿದರು. ಈ ಸಂದರ್ಭದಲ್ಲಿ ವೈದ್ಯಾಧಿಕಾರಿಗಳು, ಆರೋಗ್ಯ ಇಲಾಖೆಯ ಸಿಬ್ಬಂದಿಗಳು, ನರ್ಸಿಂಗ್ ವಿದ್ಯಾರ್ಥಿಗಳು ಹಾಗೂ ಸಾರ್ವಜನಿಕರು ಉಪಸ್ಥಿತರಿದ್ದರು. ಕಾರ್ಯಕ್ರಮದಲ್ಲಿ ಕರಪತ್ರಗಳನ್ನು ಬಿಡುಗಡೆಗೊಳಿಸಲಾಯಿತು.: [43, 602, 345, 944]
security-ad-line-1: Security guard: [860, 1850, 960, 1864]
photoshop-ad-phone-2: 9480395640: [694, 1966, 842, 1988]
selfdefense-article: [35, 1516, 353, 1910]
phone-1: 94498 71850: [135, 152, 274, 174]
car-accident-article: [852, 86, 1338, 266]
bihar-headline: ಬಿಹಾರ: ಎನ್‌ಡಿಎಗೆ ಗೆಲುವು ಶಾ ವಿಶ್ವಾಸ: [953, 269, 1237, 294]
selfdefense-dateline: ಸಂಜೆವಾಣಿ ವಾರ್ತೆ: [43, 1620, 113, 1634]
selfdefense-body: ಬಳ್ಳಾರಿ,ನ.05: ಪ್ರಸಕ್ತ ಸಾಲಿನ ಜಿಲ್ಲೆಯ ಅಲ್ಪಸಂಖ್ಯಾತರ ಕಲ್ಯಾಣ ಇಲಾಖೆಯ ಮೊರಾರ್ಜಿ ದೇಸಾಯಿ ವಸತಿ ಶಾಲೆ ಮತ್ತು ಕಾಲೇಜುಗಳಲ್ಲಿ ವ್ಯಾಸಂಗ ಮಾಡುತ್ತಿರುವ ವಿದ್ಯಾರ್ಥಿನಿಯರಿಗೆ ಸ್ವಯಂ ರಕ್ಷಣಾ ಕೌಶಲ್ಯ ತರಬೇತಿ ನೀಡಲು ಅರ್ಹ ತರಬೇತುದಾರರಿಂದ ಅರ್ಜಿ ಆಹ್ವಾನಿಸಲಾಗಿದೆ. ತರಬೇತಿ ನೀಡುವ ತರಬೇತುದಾರರಿಗೆ ಗೌರವಧನ ನೀಡಲಾಗುವುದು. ಆಸಕ್ತ ತರಬೇತುದಾರರು ಅಗತ್ಯ ದಾಖಲೆಗಳೊಂದಿಗೆ ನಿಗದಿತ ದಿನಾಂಕದೊಳಗೆ ಅರ್ಜಿ ಸಲ್ಲಿಸಬಹುದಾಗಿದೆ. ಅರ್ಜಿ ನಮೂನೆ ಮತ್ತು ಹೆಚ್ಚಿನ ಮಾಹಿತಿಗಾಗಿ ಅಧಿಕೃತ ವೆಬ್ ಸೈಟ್ http://dom.karnataka.gov.in ಗೆ ಭೇಟಿ ನೀಡಬಹುದು. ಹೆಚ್ಚಿನ ಮಾಹಿತಿಗಾಗಿ ಜಿಲ್ಲಾ ಅಲ್ಪಸಂಖ್ಯಾತರ ಕಲ್ಯಾಣ ಅಧಿಕಾರಿಗಳ ಕಚೇರಿ ದೂ.ಸಂ.08392-200125 ಅಥವಾ ಜಿಲ್ಲೆಯ ತಾಲ್ಲೂಕು ಮಾಹಿತಿ ಕೇಂದ್ರಗಳನ್ನು (ಬಳ್ಳಾರಿ-8310321101, ಸಂಡೂರು-9036925966/8660575061 ಮತ್ತು ಸಿರುಗುಪ್ಪ-9148889975) ಸಂಪರ್ಕಿಸಬಹುದು ಎಂದು ಪ್ರಕಟಣೆಯಲ್ಲಿ ತಿಳಿಸಿದ್ದಾರೆ.: [43, 1638, 345, 1838]
readers-notice: [532, 1808, 684, 2008]
column-divider: [357, 52, 358, 2010]
dk-dateline: ಸಂಜೆವಾಣಿ ವಾರ್ತೆ: [852, 956, 922, 970]
